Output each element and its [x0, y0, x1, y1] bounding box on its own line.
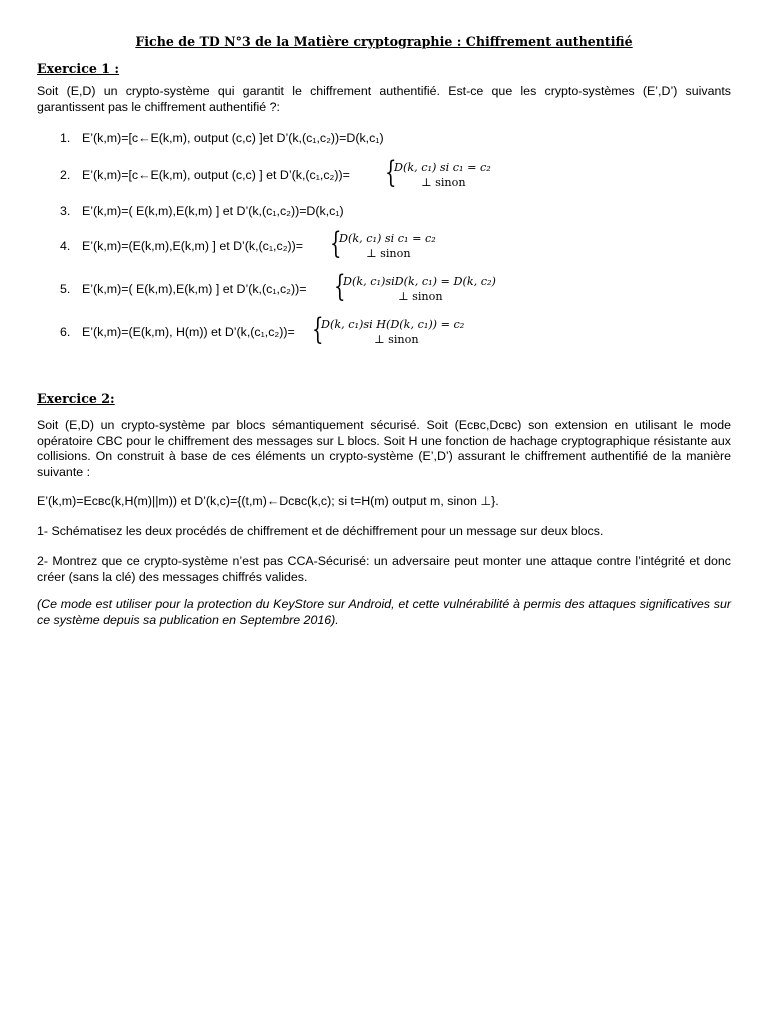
- exercise1-item-6: [60, 325, 295, 339]
- exercise2-note: (Ce mode est utiliser pour la protection du KeyStore sur Android, et cette vulnérabilité à permis des attaques significatives sur ce système depuis sa publication en Septembre 2016).: [37, 597, 731, 627]
- item-number: 6.: [60, 325, 71, 339]
- item-text: E’(k,m)=( E(k,m),E(k,m) ] et D’(k,(c₁,c₂))=: [82, 282, 307, 296]
- exercise1-item-2: [60, 168, 350, 182]
- exercise1-intro: Soit (E,D) un crypto-système qui garantit le chiffrement authentifié. Est-ce que les crypto-systèmes (E’,D’) suivants garantissent pas le chiffrement authentifié ?:: [37, 84, 731, 114]
- exercise2-question-2: 2- Montrez que ce crypto-système n’est pas CCA-Sécurisé: un adversaire peut monter une attaque contre l’intégrité et donc créer (sans la clé) des messages chiffrés valides.: [37, 554, 731, 584]
- case-condition: D(k, c₁) si c₁ = c₂: [339, 232, 436, 245]
- item-number: 2.: [60, 168, 71, 182]
- case-otherwise: ⊥ sinon: [398, 290, 443, 303]
- exercise1-item-1: [60, 131, 384, 145]
- item-text: E’(k,m)=(E(k,m),E(k,m) ] et D’(k,(c₁,c₂))=: [82, 239, 303, 253]
- item-text: E’(k,m)=[c←E(k,m), output (c,c) ] et D’(k,(c₁,c₂))=: [82, 168, 350, 182]
- item-number: 4.: [60, 239, 71, 253]
- case-condition: D(k, c₁)siD(k, c₁) = D(k, c₂): [343, 275, 496, 288]
- exercise1-item-3: [60, 204, 344, 218]
- item-text: E’(k,m)=( E(k,m),E(k,m) ] et D’(k,(c₁,c₂))=D(k,c₁): [82, 204, 344, 218]
- brace-symbol: {: [312, 312, 324, 347]
- case-condition: D(k, c₁) si c₁ = c₂: [394, 161, 491, 174]
- exercise1-item-4: [60, 239, 303, 253]
- item-number: 3.: [60, 204, 71, 218]
- item-text: E’(k,m)=[c←E(k,m), output (c,c) ]et D’(k,(c₁,c₂))=D(k,c₁): [82, 131, 384, 145]
- item-text: E’(k,m)=(E(k,m), H(m)) et D’(k,(c₁,c₂))=: [82, 325, 295, 339]
- item-number: 1.: [60, 131, 71, 145]
- brace-symbol: {: [330, 226, 342, 261]
- exercise1-item-5: [60, 282, 306, 296]
- case-otherwise: ⊥ sinon: [366, 247, 411, 260]
- brace-symbol: {: [334, 269, 346, 304]
- exercise2-intro: Soit (E,D) un crypto-système par blocs sémantiquement sécurisé. Soit (Eᴄʙᴄ,Dᴄʙᴄ) son extension en utilisant le mode opératoire CBC pour le chiffrement des messages sur L blocs. Soit H une fonction de hachage cryptographique résistante aux collisions. On construit à base de ces éléments un crypto-système (E’,D’) assurant le chiffrement authentifié de la manière suivante :: [37, 418, 731, 479]
- exercise2-question-1: 1- Schématisez les deux procédés de chiffrement et de déchiffrement pour un message sur deux blocs.: [37, 524, 604, 538]
- item-number: 5.: [60, 282, 71, 296]
- brace-symbol: {: [385, 155, 397, 190]
- case-condition: D(k, c₁)si H(D(k, c₁)) = c₂: [321, 318, 465, 331]
- exercise2-definition: E’(k,m)=Eᴄʙᴄ(k,H(m)||m)) et D’(k,c)={(t,m)←Dᴄʙᴄ(k,c); si t=H(m) output m, sinon ⊥}.: [37, 494, 499, 508]
- case-otherwise: ⊥ sinon: [421, 176, 466, 189]
- page-title: Fiche de TD N°3 de la Matière cryptographie : Chiffrement authentifié: [135, 34, 633, 49]
- exercise2-heading: Exercice 2:: [37, 391, 115, 406]
- exercise1-heading: Exercice 1 :: [37, 61, 120, 76]
- case-otherwise: ⊥ sinon: [374, 333, 419, 346]
